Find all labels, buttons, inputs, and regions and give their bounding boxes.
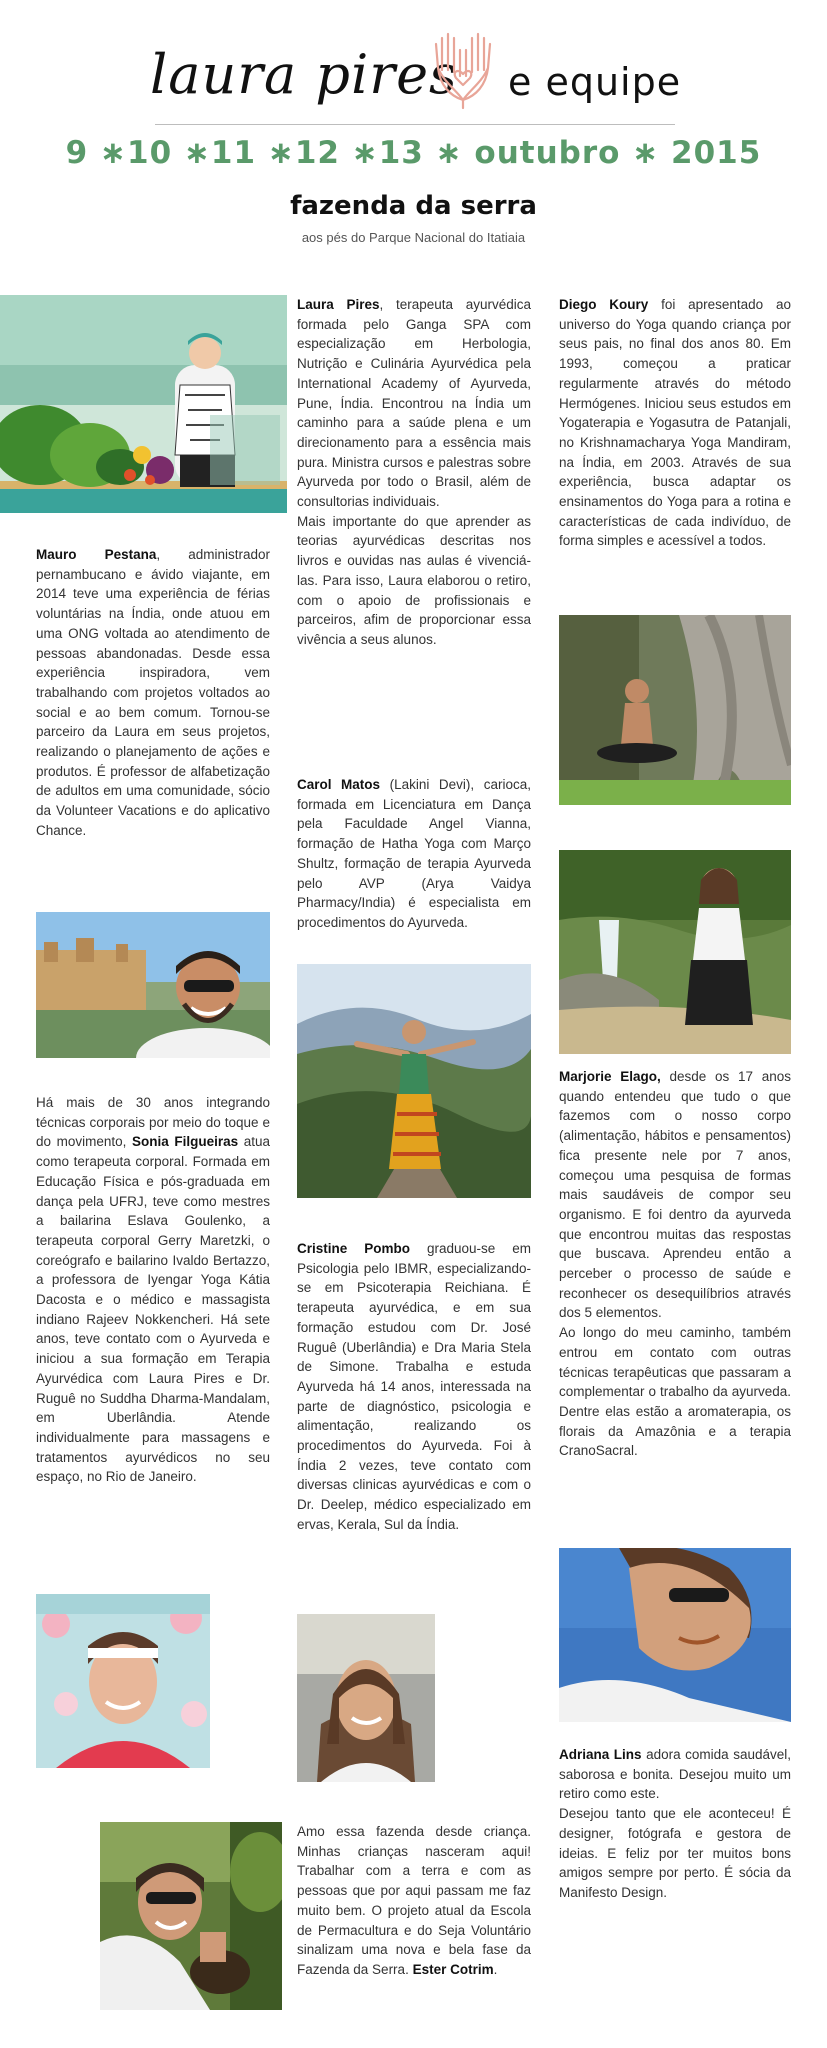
bio-diego-name: Diego Koury — [559, 297, 649, 312]
bio-diego — [559, 295, 791, 551]
bio-carol-text: Carol Matos (Lakini Devi), carioca, formada em Licenciatura em Dança pela Faculdade Angel Vianna, formação de Hatha Yoga com Março Shultz, formação de terapia Ayurveda pelo AVP (Arya Vaidya Pharmacy/India) é especialista em procedimentos do Ayurveda. — [297, 777, 531, 930]
bio-sonia-text: Há mais de 30 anos integrando técnicas corporais por meio do toque e do movimento, Sonia Filgueiras atua como terapeuta corporal. Formada em Educação Física e pós-graduada em dança pela UFRJ, teve como mestres a bailarina Eslava Goulenko, a terapeuta corporal Gerry Maretzki, o coreógrafo e bailarino Ivaldo Bertazzo, a professora de Iyengar Yoga Kátia Dacosta e o médico e massagista indiano Rajeev Nokkencheri. Há sete anos, teve contato com o Ayurveda e iniciou a sua formação em Terapia Ayurvédica com Laura Pires e Dr. Ruguê no Suddha Dharma-Mandalam, em Uberlândia. Atende individualmente para massagens e tratamentos ayurvédicos no seu espaço, no Rio de Janeiro. — [36, 1095, 270, 1485]
bio-adriana-text2: Desejou tanto que ele aconteceu! É designer, fotógrafa e gestora de ideias. E feliz por ter muitos bons amigos sempre por perto. É sócia da Manifesto Design. — [559, 1806, 791, 1900]
bio-carol-name: Carol Matos — [297, 777, 381, 792]
bio-marjorie-text: Marjorie Elago, desde os 17 anos quando entendeu que tudo o que fazemos com o nosso corpo (alimentação, hábitos e pensamentos) fica presente nele por 7 anos, começou uma pesquisa de formas mais saudáveis de compor seu organismo. E foi dentro da ayurveda que encontrou muitas das respostas que buscava. Aprendeu então a perceber o processo de saúde e reconhecer os desequilíbrios através dos 5 elementos. — [559, 1069, 791, 1321]
bio-adriana-name: Adriana Lins — [559, 1747, 642, 1762]
bio-mauro-text: Mauro Pestana, administrador pernambucano e ávido viajante, em 2014 teve uma experiência de férias voluntárias na Índia, onde atuou em uma ONG voltada ao atendimento de pessoas abandonadas. Desde essa experiência inspiradora, vem trabalhando com projetos voltados ao social e ao bem comum. Tornou-se parceiro da Laura em seus projetos, realizando o planejamento de ações e produtos. É professor de alfabetização de adultos em uma comunidade, sócio da Volunteer Vacations e do aplicativo Chance. — [36, 547, 270, 838]
bio-cristine-name: Cristine Pombo — [297, 1241, 410, 1256]
brand-name-suffix: e equipe — [508, 60, 682, 104]
bio-carol — [297, 775, 531, 933]
photo-adriana — [559, 1548, 791, 1722]
event-dates: 9 ∗10 ∗11 ∗12 ∗13 ∗ outubro ∗ 2015 — [65, 135, 762, 171]
praying-hands-logo — [430, 30, 496, 110]
bio-adriana-text: Adriana Lins adora comida saudável, saborosa e bonita. Desejou muito um retiro como este. — [559, 1747, 792, 1802]
bio-marjorie — [559, 1067, 791, 1461]
bio-marjorie-name: Marjorie Elago, — [559, 1069, 661, 1084]
bio-laura-text: Laura Pires, terapeuta ayurvédica formada pelo Ganga SPA com especialização em Herbologia, Nutrição e Culinária Ayurvédica pela International Academy of Ayurveda, Pune, Índia. Encontrou na Índia um caminho para a saúde plena e um direcionamento para a essência mais pura. Ministra cursos e palestras sobre Ayurveda por todo o Brasil, além de consultorias individuais. — [297, 297, 531, 510]
photo-laura-vegetables — [0, 295, 287, 513]
bio-sonia-name: Sonia Filgueiras — [132, 1134, 239, 1150]
bio-ester-text: Amo essa fazenda desde criança. Minhas crianças nasceram aqui! Trabalhar com a terra e com as pessoas que por aqui passam me faz muito bem. O projeto atual da Escola de Permacultura e do Seja Voluntário sinalizam uma nova e bela fase da Fazenda da Serra. Ester Cotrim. — [297, 1824, 531, 1977]
bio-marjorie-text2: Ao longo do meu caminho, também entrou em contato com outras técnicas terapêuticas que passaram a complementar o trabalho da ayurveda. Dentre elas estão a aromaterapia, os florais da Amazônia e a terapia CranoSacral. — [559, 1325, 791, 1459]
photo-ester — [100, 1822, 282, 2010]
bio-ester-name: Ester Cotrim — [412, 1961, 494, 1977]
bio-mauro-name: Mauro Pestana — [36, 547, 157, 562]
page-header — [0, 0, 827, 250]
photo-carol — [297, 964, 531, 1198]
bio-ester — [297, 1822, 531, 1980]
bio-cristine — [297, 1239, 531, 1535]
photo-marjorie — [559, 850, 791, 1054]
photo-diego — [559, 615, 791, 805]
bio-cristine-text: Cristine Pombo graduou-se em Psicologia pelo IBMR, especializando-se em Psicoterapia Reichiana. É terapeuta ayurvédica, e em sua formação estudou com Dr. José Ruguê (Uberlândia) e Dra Maria Stela de Simone. Trabalha e estuda Ayurveda há 14 anos, interessada na parte de diagnóstico, psicologia e alimentação, realizando os procedimentos do Ayurveda. Foi à Índia 2 vezes, teve contato com diversas clinicas ayurvédicas e com o Dr. Deelep, médico especializado em ervas, Kerala, Sul da Índia. — [297, 1241, 531, 1532]
bio-adriana — [559, 1745, 791, 1903]
bio-mauro — [36, 545, 270, 841]
photo-sonia — [36, 1594, 210, 1768]
photo-mauro — [36, 912, 270, 1058]
venue-subtitle: aos pés do Parque Nacional do Itatiaia — [301, 230, 526, 245]
bio-sonia — [36, 1093, 270, 1487]
header-divider — [155, 124, 675, 125]
bio-laura-text2: Mais importante do que aprender as teorias ayurvédicas descritas nos livros e ouvidas nas aulas é vivenciá-las. Para isso, Laura elaborou o retiro, com o apoio de profissionais e parceiros, afim de proporcionar essa vivência a seus alunos. — [297, 513, 531, 647]
bio-diego-text: Diego Koury foi apresentado ao universo do Yoga quando criança por seus pais, no final dos anos 80. Em 1993, começou a praticar regularmente através do método Hermógenes. Iniciou seus estudos em Yogaterapia e Yogasutra de Patanjali, no Krishnamacharya Yoga Mandiram, na Índia, em 2003. Através de sua experiência, busca adaptar os ensinamentos do Yoga para a rotina e características de cada indivíduo, de forma simples e acessível a todos. — [559, 297, 791, 549]
bio-laura-name: Laura Pires — [297, 297, 380, 312]
bio-laura — [297, 295, 531, 650]
photo-cristine — [297, 1614, 435, 1782]
brand-name-script: laura pires — [150, 43, 458, 106]
venue-name: fazenda da serra — [290, 191, 537, 221]
